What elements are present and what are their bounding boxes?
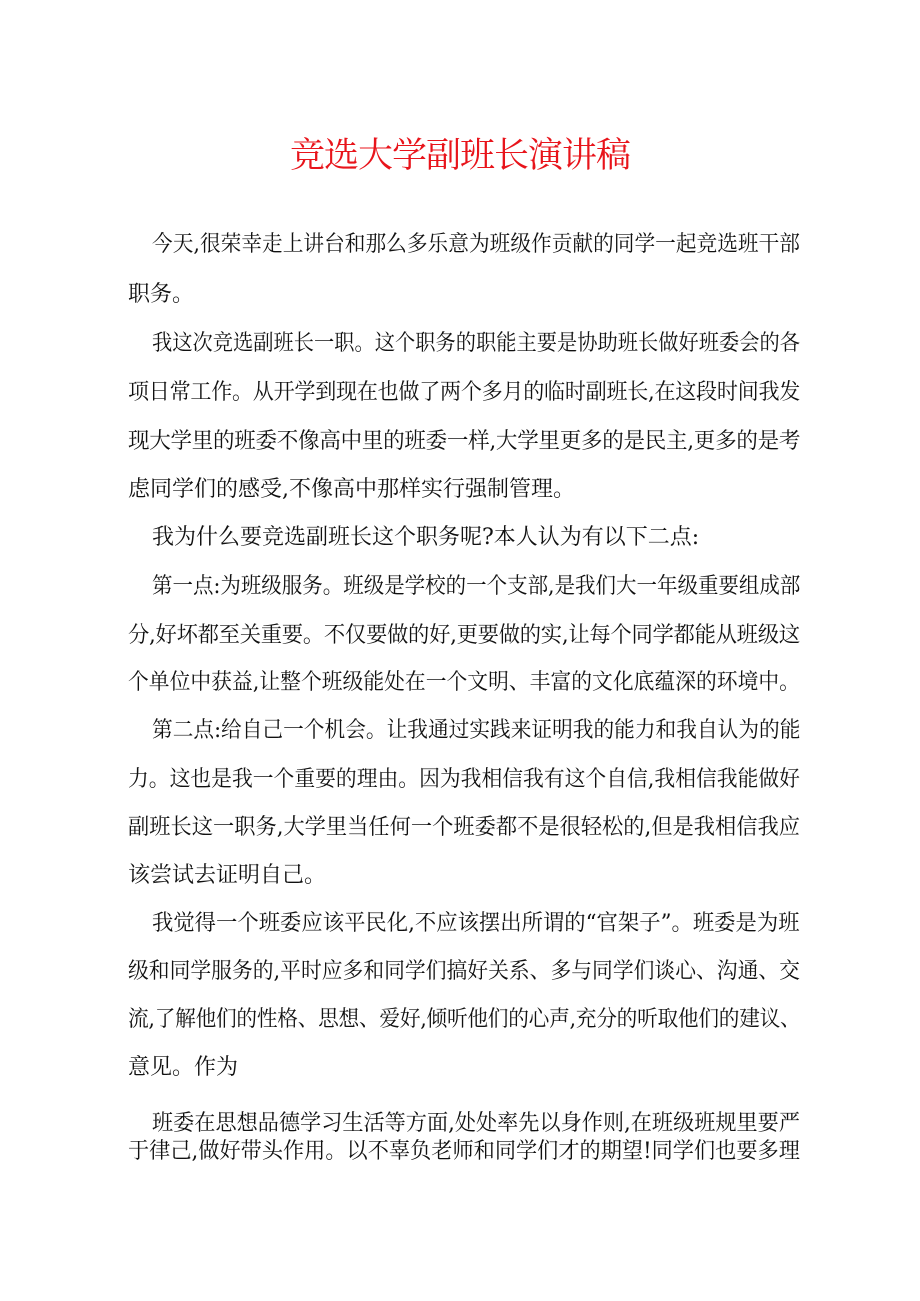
paragraph-line: 意见。作为	[128, 1055, 239, 1080]
paragraph-line: 级和同学服务的,平时应多和同学们搞好关系、多与同学们谈心、沟通、交	[128, 959, 800, 984]
paragraph-line: 虑同学们的感受,不像高中那样实行强制管理。	[128, 477, 575, 502]
document-title: 竞选大学副班长演讲稿	[289, 136, 630, 176]
paragraph-line: 项日常工作。从开学到现在也做了两个多月的临时副班长,在这段时间我发	[128, 380, 801, 405]
paragraph-line: 流,了解他们的性格、思想、爱好,倾听他们的心声,充分的听取他们的建议、	[128, 1007, 801, 1032]
paragraph-line: 我为什么要竞选副班长这个职务呢?本人认为有以下二点:	[152, 525, 700, 550]
paragraph-line: 我这次竞选副班长一职。这个职务的职能主要是协助班长做好班委会的各	[152, 331, 801, 356]
paragraph-line: 分,好坏都至关重要。不仅要做的好,更要做的实,让每个同学都能从班级这	[128, 623, 800, 648]
paragraph-line: 个单位中获益,让整个班级能处在一个文明、丰富的文化底蕴深的环境中。	[128, 670, 800, 695]
paragraph-line: 副班长这一职务,大学里当任何一个班委都不是很轻松的,但是我相信我应	[128, 815, 800, 840]
paragraph-line: 于律己,做好带头作用。以不辜负老师和同学们才的期望!同学们也要多理	[128, 1139, 800, 1164]
paragraph-line: 职务。	[128, 282, 195, 307]
paragraph-line: 第一点:为班级服务。班级是学校的一个支部,是我们大一年级重要组成部	[152, 574, 801, 599]
paragraph-line: 第二点:给自己一个机会。让我通过实践来证明我的能力和我自认为的能	[152, 718, 801, 743]
paragraph-line: 该尝试去证明自己。	[128, 863, 327, 888]
paragraph-line: 我觉得一个班委应该平民化,不应该摆出所谓的“官架子”。班委是为班	[152, 911, 800, 936]
paragraph-line: 班委在思想品德学习生活等方面,处处率先以身作则,在班级班规里要严	[152, 1111, 800, 1136]
paragraph-line: 今天,很荣幸走上讲台和那么多乐意为班级作贡献的同学一起竞选班干部	[152, 232, 801, 257]
paragraph-line: 现大学里的班委不像高中里的班委一样,大学里更多的是民主,更多的是考	[128, 429, 801, 454]
paragraph-line: 力。这也是我一个重要的理由。因为我相信我有这个自信,我相信我能做好	[128, 767, 800, 792]
